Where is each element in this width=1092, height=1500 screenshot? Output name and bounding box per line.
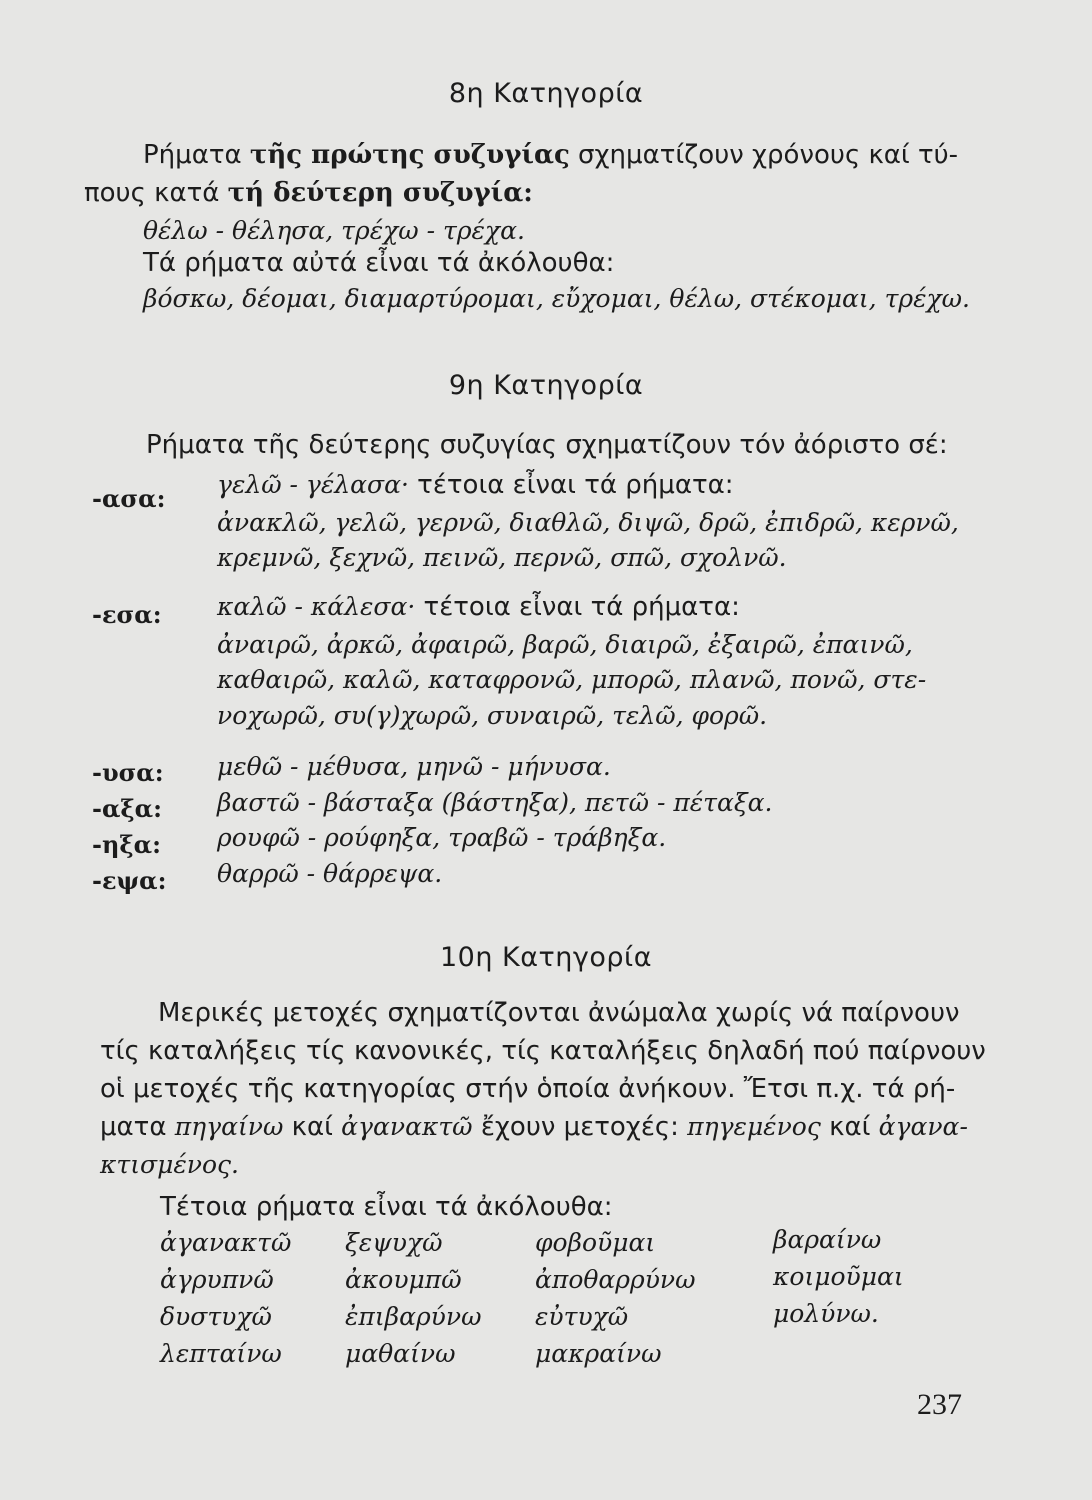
verb-item: ἀκουμπῶ [345, 1265, 462, 1294]
cat10-paragraph-line-4 [100, 1112, 968, 1142]
text-segment: ματα [100, 1112, 175, 1142]
esa-verb-list-1: ἀναιρῶ, ἀρκῶ, ἀφαιρῶ, βαρῶ, διαιρῶ, ἐξαιρῶ, ἐπαινῶ, [217, 630, 913, 659]
cat8-line-2 [84, 178, 533, 208]
example-text: γελῶ - γέλασα· [217, 470, 409, 499]
heading-category-9: 9η Κατηγορία [448, 370, 644, 401]
verb-item: μαθαίνω [345, 1339, 456, 1368]
example-text: πηγεμένος [687, 1112, 821, 1141]
verb-item: μακραίνω [535, 1339, 662, 1368]
heading-category-10: 10η Κατηγορία [440, 942, 652, 973]
example-text: πηγαίνω [174, 1112, 284, 1141]
verb-item: ἀγρυπνῶ [160, 1265, 274, 1294]
epsa-example: θαρρῶ - θάρρεψα. [217, 859, 443, 888]
verb-item: φοβοῦμαι [535, 1228, 656, 1257]
verb-column-1 [160, 1228, 291, 1376]
verb-item: μολύνω. [773, 1299, 879, 1328]
text-segment: καί [820, 1112, 879, 1142]
suffix-aksa: -αξα: [92, 794, 162, 823]
cat8-verb-list: βόσκω, δέομαι, διαμαρτύρομαι, εὔχομαι, θέλω, στέκομαι, τρέχω. [143, 284, 970, 313]
iksa-example: ρουφῶ - ρούφηξα, τραβῶ - τράβηξα. [217, 823, 667, 852]
page-number: 237 [917, 1388, 962, 1421]
verb-item: ξεψυχῶ [345, 1228, 443, 1257]
heading-category-8: 8η Κατηγορία [448, 78, 644, 109]
verb-item: κοιμοῦμαι [773, 1262, 904, 1291]
cat10-paragraph-line-3: οἱ μετοχές τῆς κατηγορίας στήν ὁποία ἀνήκουν. Ἔτσι π.χ. τά ρή- [100, 1074, 956, 1104]
verb-item: ἀποθαρρύνω [535, 1265, 696, 1294]
example-text: ἀγανακτῶ [341, 1112, 473, 1141]
verb-column-4 [773, 1225, 904, 1336]
asa-example-line [217, 470, 734, 500]
cat8-example: θέλω - θέλησα, τρέχω - τρέχα. [143, 216, 525, 245]
text-segment: τέτοια εἶναι τά ρήματα: [415, 592, 740, 622]
text-segment: Ρήματα [143, 140, 250, 170]
text-segment: τέτοια εἶναι τά ρήματα: [408, 470, 734, 500]
esa-example-line [217, 592, 740, 622]
example-text: ἀγανα- [878, 1112, 968, 1141]
suffix-asa: -ασα: [92, 484, 166, 513]
usa-example: μεθῶ - μέθυσα, μηνῶ - μήνυσα. [217, 752, 611, 781]
cat9-intro: Ρήματα τῆς δεύτερης συζυγίας σχηματίζουν τόν ἀόριστο σέ: [146, 430, 948, 460]
asa-verb-list-2: κρεμνῶ, ξεχνῶ, πεινῶ, περνῶ, σπῶ, σχολνῶ. [217, 543, 787, 572]
asa-verb-list-1: ἀνακλῶ, γελῶ, γερνῶ, διαθλῶ, διψῶ, δρῶ, ἐπιδρῶ, κερνῶ, [217, 508, 959, 537]
cat10-paragraph-line-1: Μερικές μετοχές σχηματίζονται ἀνώμαλα χωρίς νά παίρνουν [158, 998, 960, 1028]
bold-term: τῆς πρώτης συζυγίας [249, 140, 570, 170]
esa-verb-list-3: νοχωρῶ, συ(γ)χωρῶ, συναιρῶ, τελῶ, φορῶ. [217, 701, 768, 730]
verb-item: βαραίνω [773, 1225, 882, 1254]
cat8-line-1 [143, 140, 958, 170]
bold-term: τή δεύτερη συζυγία: [227, 178, 533, 208]
text-segment: καί [283, 1112, 342, 1142]
cat10-paragraph-line-2: τίς καταλήξεις τίς κανονικές, τίς καταλήξεις δηλαδή πού παίρνουν [100, 1036, 986, 1066]
verb-item: ἐπιβαρύνω [345, 1302, 482, 1331]
verb-item: εὐτυχῶ [535, 1302, 629, 1331]
cat10-list-intro: Τέτοια ρήματα εἶναι τά ἀκόλουθα: [160, 1192, 613, 1222]
aksa-example: βαστῶ - βάσταξα (βάστηξα), πετῶ - πέταξα. [217, 788, 773, 817]
suffix-epsa: -εψα: [92, 866, 167, 895]
text-segment: πους κατά [84, 178, 228, 208]
suffix-usa: -υσα: [92, 758, 164, 787]
verb-item: δυστυχῶ [160, 1302, 272, 1331]
esa-verb-list-2: καθαιρῶ, καλῶ, καταφρονῶ, μπορῶ, πλανῶ, πονῶ, στε- [217, 665, 927, 694]
verb-column-3 [535, 1228, 695, 1376]
suffix-esa: -εσα: [92, 600, 162, 629]
example-text: καλῶ - κάλεσα· [217, 592, 416, 621]
text-segment: ἔχουν μετοχές: [472, 1112, 688, 1142]
suffix-iksa: -ηξα: [92, 830, 161, 859]
verb-column-2 [345, 1228, 481, 1376]
verb-item: λεπταίνω [160, 1339, 282, 1368]
cat10-paragraph-line-5: κτισμένος. [100, 1150, 239, 1179]
cat8-line-4: Τά ρήματα αὐτά εἶναι τά ἀκόλουθα: [143, 248, 615, 278]
text-segment: σχηματίζουν χρόνους καί τύ- [569, 140, 959, 170]
verb-item: ἀγανακτῶ [160, 1228, 292, 1257]
